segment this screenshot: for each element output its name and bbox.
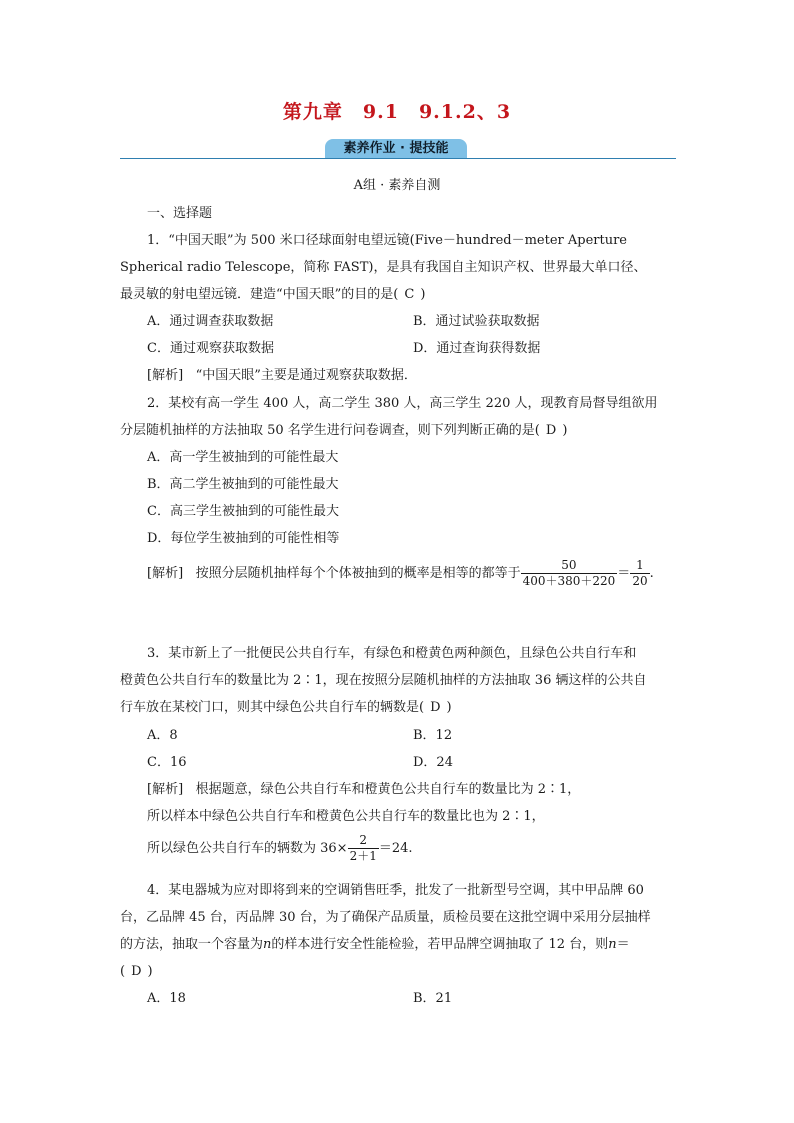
q3-option-c: C．16 — [147, 755, 187, 770]
q2-stem-end: 分层随机抽样的方法抽取 50 名学生进行问卷调查，则下列判断正确的是( — [120, 423, 540, 438]
q1-option-d: D．通过查询获得数据 — [413, 341, 541, 356]
q3-analysis-line3 — [147, 833, 413, 864]
q4-equals: ＝ — [616, 937, 630, 952]
q3-paren-close: ) — [446, 700, 452, 715]
header-divider — [120, 158, 676, 159]
q3-line1: 3．某市新上了一批便民公共自行车，有绿色和橙黄色两种颜色，且绿色公共自行车和 — [147, 646, 637, 661]
q1-option-b: B．通过试验获取数据 — [413, 314, 540, 329]
q3-analysis-text3: 所以绿色公共自行车的辆数为 36× — [147, 841, 348, 856]
q4-answer: D — [131, 964, 142, 979]
q4-line2: 台，乙品牌 45 台，丙品牌 30 台，为了确保产品质量，质检员要在这批空调中采用分层抽样 — [120, 910, 651, 925]
q2-answer: D — [545, 423, 557, 438]
q1-line2: Spherical radio Telescope，简称 FAST)，是具有我国自主知识产权、世界最大单口径、 — [120, 260, 647, 275]
q4-var-n2: n — [608, 937, 617, 952]
q2-fraction-main — [521, 558, 618, 589]
q3-frac-num: 2 — [359, 833, 368, 847]
section-label: 一、选择题 — [147, 206, 213, 221]
q3-line3 — [120, 699, 452, 717]
q4-line1: 4．某电器城为应对即将到来的空调销售旺季，批发了一批新型号空调，其中甲品牌 60 — [147, 883, 644, 898]
q3-stem-end: 行车放在某校门口，则其中绿色公共自行车的辆数是( — [120, 700, 425, 715]
q2-fraction-result — [630, 558, 649, 589]
q2-line1: 2．某校有高一学生 400 人，高二学生 380 人，高三学生 220 人，现教育局督导组欲用 — [147, 396, 658, 411]
q3-line2: 橙黄色公共自行车的数量比为 2∶1，现在按照分层随机抽样的方法抽取 36 辆这样的公共自 — [120, 673, 647, 688]
q2-option-c: C．高三学生被抽到的可能性最大 — [147, 504, 339, 519]
q2-frac2-num: 1 — [636, 558, 644, 572]
q4-text-a: 的方法，抽取一个容量为 — [120, 937, 264, 952]
q3-frac-den: 2＋1 — [349, 849, 377, 863]
q3-result: ＝24. — [378, 841, 413, 856]
q3-fraction — [348, 833, 379, 864]
q3-analysis-text1: 根据题意，绿色公共自行车和橙黄色公共自行车的数量比为 2∶1， — [195, 782, 581, 797]
q1-option-c: C．通过观察获取数据 — [147, 341, 274, 356]
page-title: 第九章 9.1 9.1.2、3 — [282, 101, 512, 123]
q1-paren-close: ) — [420, 287, 426, 302]
q3-option-a: A．8 — [147, 728, 178, 743]
q3-option-b: B．12 — [413, 728, 453, 743]
q2-period: . — [649, 566, 654, 581]
q3-option-d: D．24 — [413, 755, 453, 770]
q2-option-b: B．高二学生被抽到的可能性最大 — [147, 477, 339, 492]
section-banner: 素养作业 · 提技能 — [325, 139, 467, 158]
q2-frac1-num: 50 — [561, 558, 577, 572]
q4-paren-open: ( — [120, 964, 126, 979]
q2-option-d: D．每位学生被抽到的可能性相等 — [147, 531, 340, 546]
q4-var-n: n — [263, 937, 272, 952]
q1-analysis — [147, 367, 417, 385]
q1-analysis-label: [解析] — [147, 368, 184, 383]
q4-option-a: A．18 — [147, 991, 186, 1006]
q3-analysis-line2: 所以样本中绿色公共自行车和橙黄色公共自行车的数量比也为 2∶1， — [147, 809, 545, 824]
q1-line3 — [120, 286, 425, 304]
q1-option-a: A．通过调查获取数据 — [147, 314, 274, 329]
q4-paren-close: ) — [147, 964, 153, 979]
q1-analysis-text: “中国天眼”主要是通过观察获取数据． — [195, 368, 417, 383]
q3-analysis-line1 — [147, 781, 580, 799]
q2-paren-close: ) — [562, 423, 568, 438]
q2-option-a: A．高一学生被抽到的可能性最大 — [147, 450, 339, 465]
q2-analysis-label: [解析] — [147, 566, 184, 581]
q2-frac1-den: 400＋380＋220 — [522, 574, 616, 588]
q3-answer: D — [430, 700, 441, 715]
q4-text-b: 的样本进行安全性能检验，若甲品牌空调抽取了 12 台，则 — [271, 937, 609, 952]
q1-stem-end: 最灵敏的射电望远镜．建造“中国天眼”的目的是( — [120, 287, 399, 302]
q2-frac2-den: 20 — [632, 574, 648, 588]
q2-equals: ＝ — [617, 566, 631, 581]
q2-analysis — [147, 558, 654, 589]
q2-analysis-text: 按照分层随机抽样每个个体被抽到的概率是相等的都等于 — [195, 566, 521, 581]
q4-option-b: B．21 — [413, 991, 453, 1006]
q4-line3 — [120, 936, 630, 954]
q3-analysis-label: [解析] — [147, 782, 184, 797]
q1-answer: C — [404, 287, 415, 302]
q4-line4 — [120, 963, 153, 981]
q1-line1: 1．“中国天眼”为 500 米口径球面射电望远镜(Five－hundred－meter Aperture — [147, 233, 628, 248]
group-heading: A组 · 素养自测 — [353, 178, 441, 193]
q2-line2 — [120, 422, 567, 440]
